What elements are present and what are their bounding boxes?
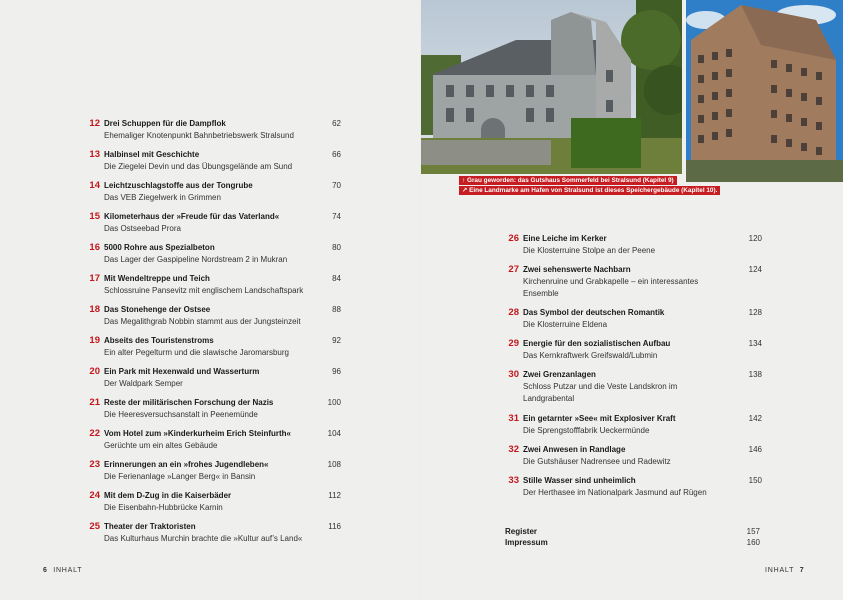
chapter-page: 62 [332,119,341,128]
chapter-subtitle: Das VEB Ziegelwerk in Grimmen [104,193,221,202]
chapter-number: 29 [508,338,519,349]
impressum-label: Impressum [505,538,548,547]
chapter-number: 22 [89,428,100,439]
toc-entry[interactable] [86,428,341,452]
chapter-number: 28 [508,307,519,318]
chapter-page: 96 [332,367,341,376]
toc-register[interactable] [505,527,762,536]
chapter-title: Energie für den sozialistischen Aufbau [523,339,671,348]
chapter-subtitle: Die Sprengstofffabrik Ueckermünde [523,426,650,435]
toc-entry[interactable] [86,211,341,235]
chapter-subtitle: Die Heeresversuchsanstalt in Peenemünde [104,410,258,419]
chapter-number: 21 [89,397,100,408]
chapter-page: 66 [332,150,341,159]
chapter-page: 108 [327,460,341,469]
left-footer [43,567,82,574]
chapter-page: 124 [748,265,762,274]
chapter-page: 74 [332,212,341,221]
chapter-number: 17 [89,273,100,284]
toc-entry[interactable] [505,233,762,257]
toc-entry[interactable] [86,366,341,390]
chapter-number: 16 [89,242,100,253]
chapter-page: 84 [332,274,341,283]
chapter-page: 70 [332,181,341,190]
chapter-page: 150 [748,476,762,485]
chapter-page: 112 [328,491,341,500]
photo-caption-2: ↗ Eine Landmarke am Hafen von Stralsund ist dieses Speichergebäude (Kapitel 10). [459,186,720,195]
chapter-page: 116 [328,522,341,531]
toc-entry[interactable] [86,118,341,142]
chapter-number: 18 [89,304,100,315]
chapter-title: Das Stonehenge der Ostsee [104,305,211,314]
chapter-page: 128 [748,308,762,317]
chapter-subtitle: Das Lager der Gaspipeline Nordstream 2 in Mukran [104,255,288,264]
chapter-title: Eine Leiche im Kerker [523,234,607,243]
chapter-number: 15 [89,211,100,222]
toc-entry[interactable] [505,444,762,468]
right-footer [765,567,804,574]
gutshaus-photo [421,0,682,174]
toc-entry[interactable] [86,273,341,297]
chapter-number: 12 [89,118,100,129]
chapter-page: 88 [332,305,341,314]
chapter-number: 32 [508,444,519,455]
chapter-number: 19 [89,335,100,346]
chapter-title: Mit dem D-Zug in die Kaiserbäder [104,491,232,500]
chapter-subtitle-line2: Ensemble [523,289,559,298]
chapter-page: 134 [748,339,762,348]
toc-entry[interactable] [505,475,762,499]
chapter-subtitle: Ein alter Pegelturm und die slawische Jaromarsburg [104,348,289,357]
chapter-title: Ein getarnter »See« mit Explosiver Kraft [523,414,676,423]
chapter-title: Stille Wasser sind unheimlich [523,476,636,485]
toc-entry[interactable] [86,242,341,266]
right-page-number: 7 [799,567,805,574]
chapter-subtitle: Der Waldpark Semper [104,379,183,388]
chapter-title: Leichtzuschlagstoffe aus der Tongrube [104,181,253,190]
chapter-title: Zwei Grenzanlagen [523,370,596,379]
toc-entry[interactable] [86,149,341,173]
chapter-number: 33 [508,475,519,486]
chapter-page: 80 [332,243,341,252]
chapter-number: 26 [508,233,519,244]
toc-entry[interactable] [86,304,341,328]
toc-entry[interactable] [505,413,762,437]
chapter-subtitle: Kirchenruine und Grabkapelle – ein interessantes [523,277,699,286]
chapter-title: Reste der militärischen Forschung der Nazis [104,398,274,407]
chapter-title: Zwei Anwesen in Randlage [523,445,626,454]
chapter-title: Abseits des Touristenstroms [104,336,214,345]
chapter-subtitle: Die Klosterruine Eldena [523,320,608,329]
toc-entry[interactable] [86,335,341,359]
chapter-title: Vom Hotel zum »Kinderkurheim Erich Steinfurth« [104,429,291,438]
chapter-number: 13 [89,149,100,160]
toc-entry[interactable] [86,521,341,545]
chapter-title: Theater der Traktoristen [104,522,196,531]
toc-entry[interactable] [505,264,762,298]
chapter-number: 24 [89,490,100,501]
speicher-photo [686,0,843,182]
chapter-subtitle: Das Kernkraftwerk Greifswald/Lubmin [523,351,658,360]
chapter-title: Mit Wendeltreppe und Teich [104,274,210,283]
toc-entry[interactable] [86,490,341,514]
chapter-page: 92 [332,336,341,345]
chapter-number: 27 [508,264,519,275]
chapter-title: Halbinsel mit Geschichte [104,150,200,159]
chapter-title: Das Symbol der deutschen Romantik [523,308,665,317]
chapter-number: 20 [89,366,100,377]
chapter-subtitle: Schlossruine Pansevitz mit englischem Landschaftspark [104,286,304,295]
chapter-subtitle: Schloss Putzar und die Veste Landskron im [523,382,678,391]
right-footer-label: INHALT [765,567,795,574]
chapter-page: 100 [327,398,341,407]
chapter-subtitle: Der Herthasee im Nationalpark Jasmund auf Rügen [523,488,707,497]
chapter-title: Zwei sehenswerte Nachbarn [523,265,631,274]
chapter-subtitle: Das Kulturhaus Murchin brachte die »Kultur auf’s Land« [104,534,303,543]
chapter-subtitle: Die Eisenbahn-Hubbrücke Karnin [104,503,223,512]
toc-entry[interactable] [86,180,341,204]
toc-entry[interactable] [505,369,762,403]
chapter-title: Erinnerungen an ein »frohes Jugendleben« [104,460,269,469]
chapter-subtitle: Ehemaliger Knotenpunkt Bahnbetriebswerk Stralsund [104,131,294,140]
toc-entry[interactable] [86,459,341,483]
left-footer-label: INHALT [53,567,83,574]
left-page-number: 6 [43,567,48,574]
chapter-subtitle: Gerüchte um ein altes Gebäude [104,441,218,450]
chapter-subtitle-line2: Landgrabental [523,394,575,403]
chapter-page: 120 [748,234,762,243]
chapter-subtitle: Die Ferienanlage »Langer Berg« in Bansin [104,472,256,481]
chapter-number: 31 [508,413,519,424]
chapter-title: Kilometerhaus der »Freude für das Vaterland« [104,212,280,221]
register-label: Register [505,527,538,536]
chapter-subtitle: Die Gutshäuser Nadrensee und Radewitz [523,457,671,466]
chapter-subtitle: Das Ostseebad Prora [104,224,181,233]
toc-impressum[interactable] [505,538,762,547]
chapter-page: 138 [748,370,762,379]
chapter-page: 142 [748,414,762,423]
toc-entry[interactable] [505,307,762,331]
toc-entry[interactable] [86,397,341,421]
chapter-title: Ein Park mit Hexenwald und Wasserturm [104,367,260,376]
chapter-number: 14 [89,180,100,191]
chapter-number: 25 [89,521,100,532]
photo-caption-1: ↑ Grau geworden: das Gutshaus Sommerfeld bei Stralsund (Kapitel 9) [459,176,677,185]
chapter-subtitle: Die Klosterruine Stolpe an der Peene [523,246,656,255]
toc-entry[interactable] [505,338,762,362]
chapter-subtitle: Die Ziegelei Devin und das Übungsgelände am Sund [104,162,293,171]
chapter-title: Drei Schuppen für die Dampflok [104,119,226,128]
register-page: 157 [746,527,760,536]
chapter-page: 104 [327,429,341,438]
chapter-page: 146 [748,445,762,454]
chapter-title: 5000 Rohre aus Spezialbeton [104,243,215,252]
chapter-number: 23 [89,459,100,470]
impressum-page: 160 [746,538,760,547]
chapter-subtitle: Das Megalithgrab Nobbin stammt aus der Jungsteinzeit [104,317,301,326]
chapter-number: 30 [508,369,519,380]
